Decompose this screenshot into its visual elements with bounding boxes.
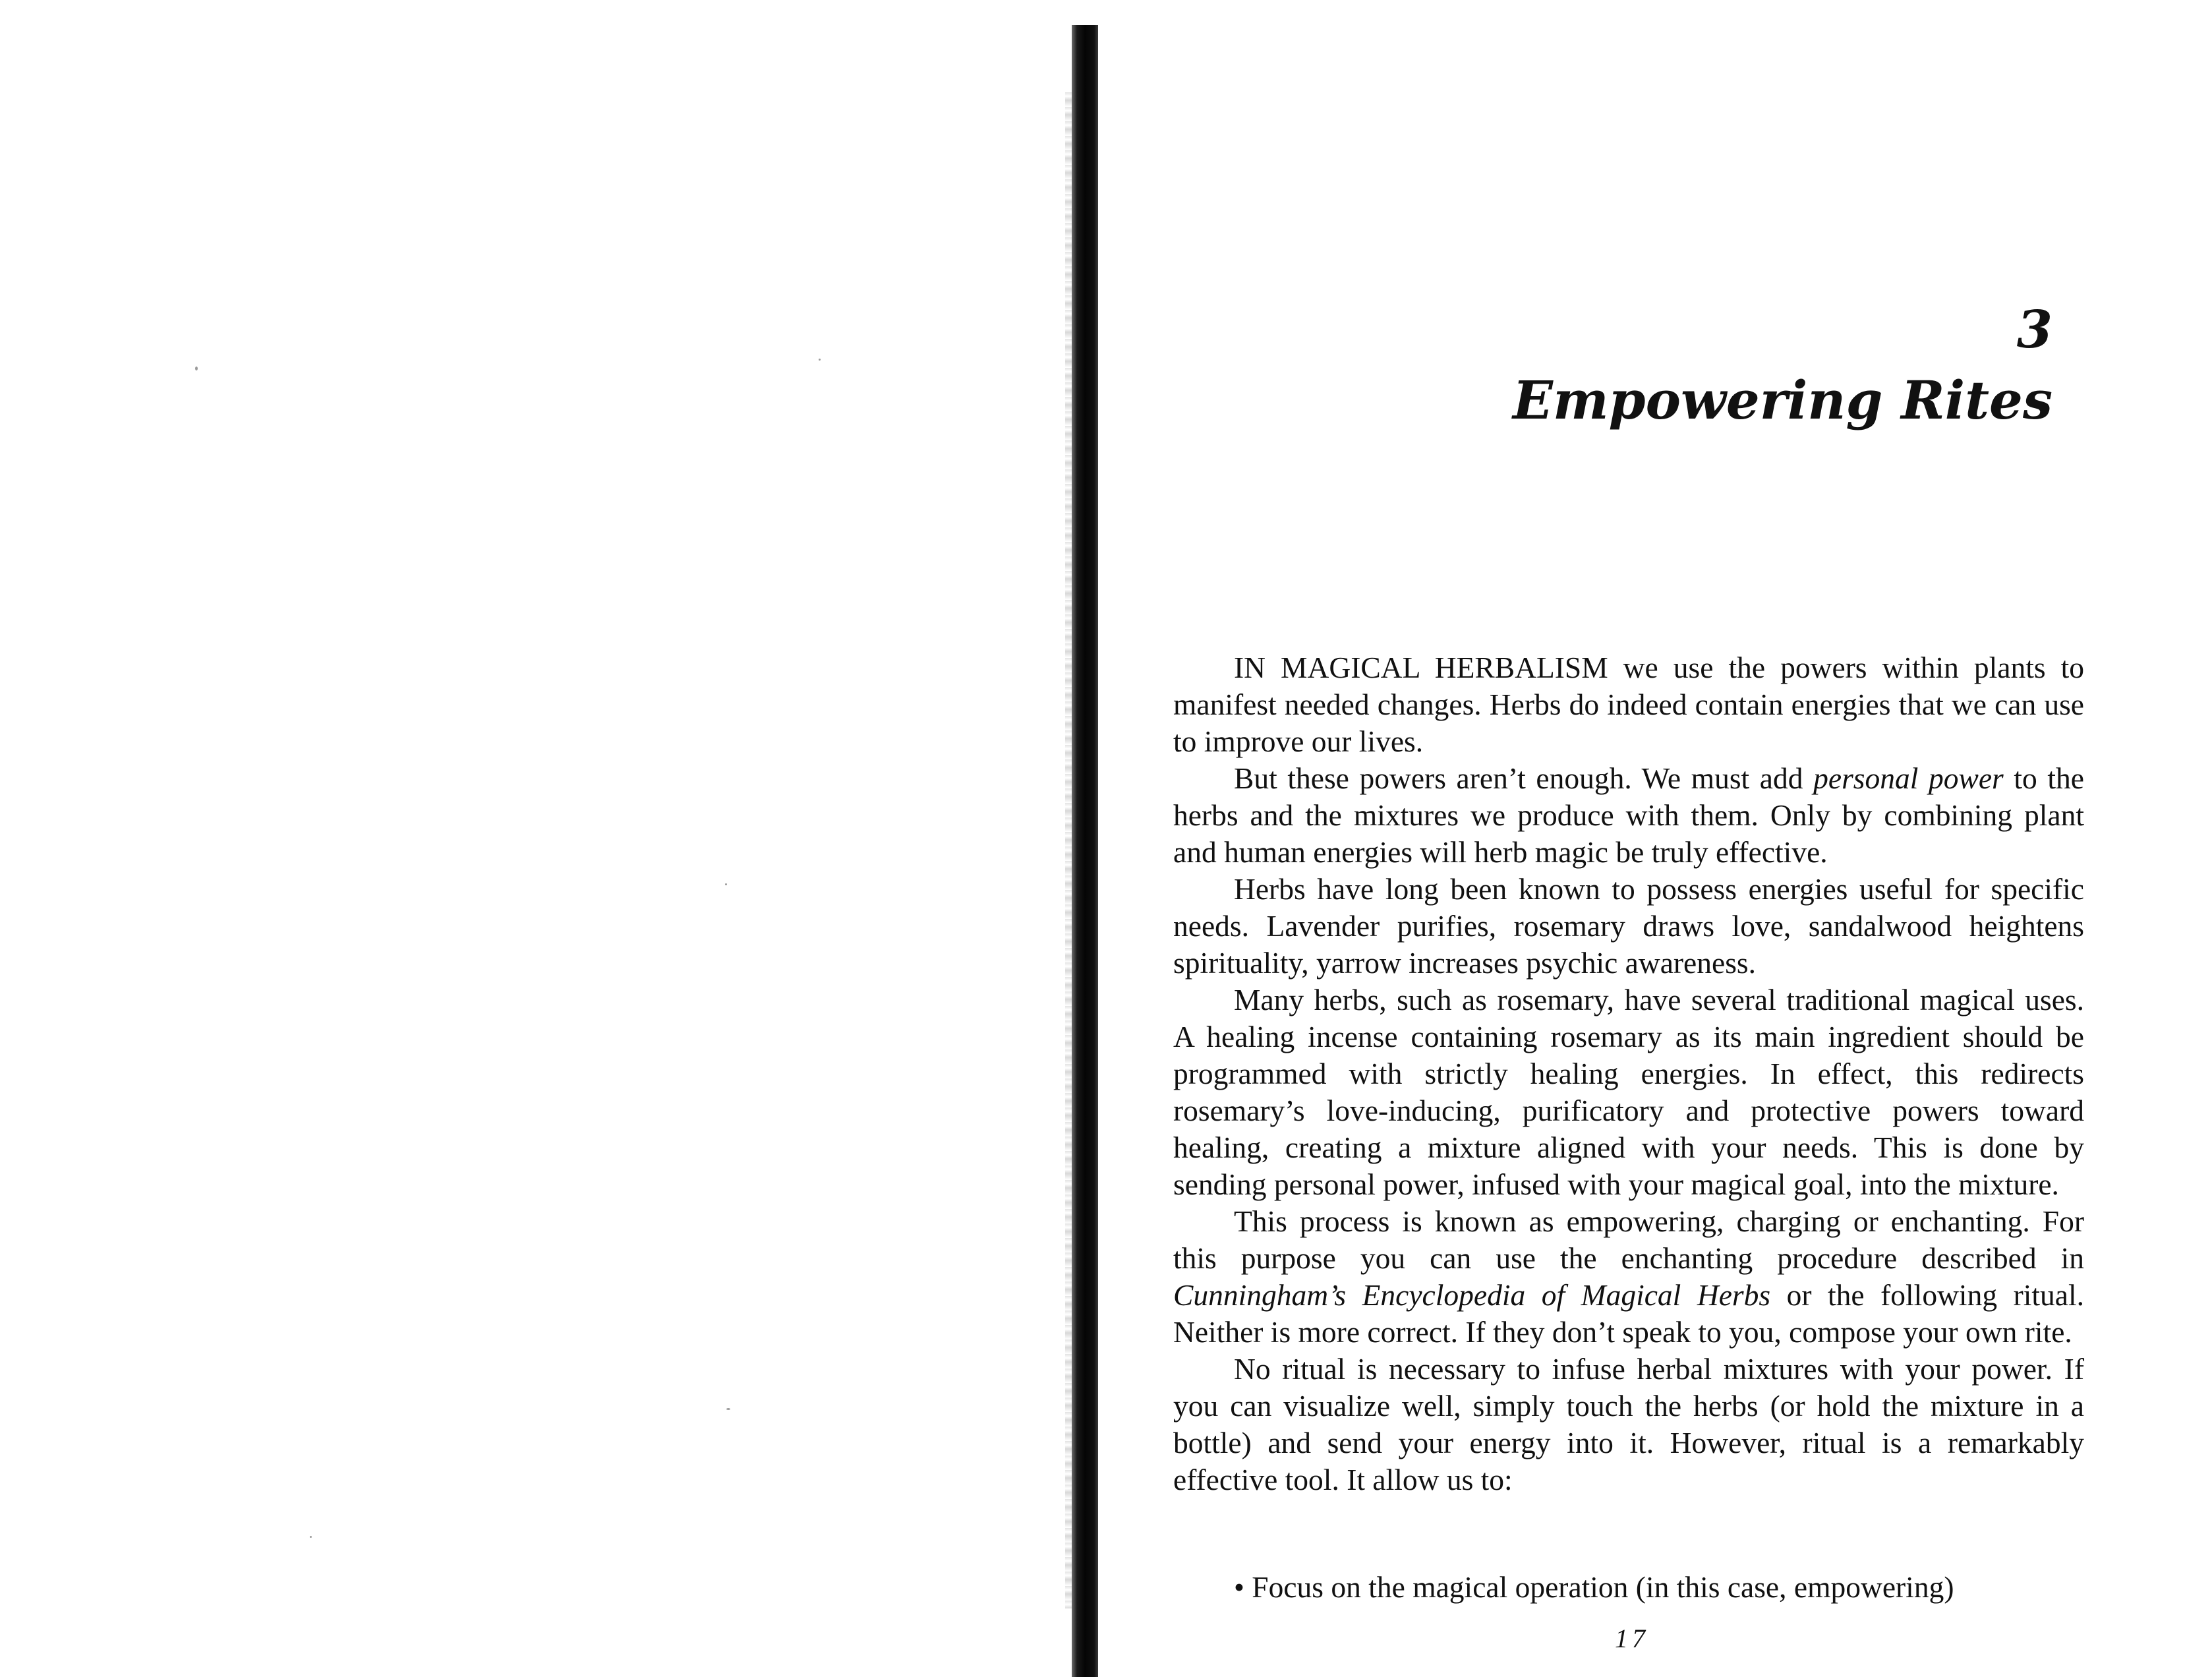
chapter-title: Empowering Rites xyxy=(1513,369,2052,431)
paragraph-1: IN MAGICAL HERBALISM we use the powers within plants to manifest needed changes. Herbs do indeed contain energies that we can use to improve our lives. xyxy=(1173,651,2084,758)
page-edge-shadow xyxy=(1065,92,1072,1608)
paragraph-2-text-b: to the herbs and the mixtures we produce with them. Only by combining plant and human energies will herb magic be truly effective. xyxy=(1173,761,2085,869)
chapter-number: 3 xyxy=(2016,300,2052,360)
paper-speck xyxy=(726,1408,730,1410)
paragraph-2-emphasis: personal power xyxy=(1813,761,2004,795)
paragraph-6: No ritual is necessary to infuse herbal mixtures with your power. If you can visualize well, simply touch the herbs (or hold the mixture in a bottle) and send your energy into it. However, ritual is a remarkably effective tool. It allow us to: xyxy=(1173,1352,2084,1496)
paragraph-5-text-b: or the following ritual. Neither is more correct. If they don’t speak to you, compose your own rite. xyxy=(1173,1278,2084,1349)
paragraph-3: Herbs have long been known to possess energies useful for specific needs. Lavender purifies, rosemary draws love, sandalwood heightens spirituality, yarrow increases psychic awareness. xyxy=(1173,872,2084,980)
paper-speck xyxy=(195,367,198,370)
paragraph-4: Many herbs, such as rosemary, have several traditional magical uses. A healing incense containing rosemary as its main ingredient should be programmed with strictly healing energies. In effect, this redirects rosemary’s love-inducing, purificatory and protective powers toward healing, creating a mixture aligned with your needs. This is done by sending personal power, infused with your magical goal, into the mixture. xyxy=(1173,983,2084,1201)
paragraph-2 xyxy=(1173,760,2084,871)
paragraph-5-text-a: This process is known as empowering, charging or enchanting. For this purpose you can use the enchanting procedure described in xyxy=(1173,1204,2084,1275)
page-number: 17 xyxy=(1615,1624,1649,1653)
chapter-body xyxy=(1173,649,2084,1498)
paragraph-5 xyxy=(1173,1203,2084,1351)
left-page-blank xyxy=(0,0,1068,1677)
paragraph-2-text-a: But these powers aren’t enough. We must add xyxy=(1234,761,1814,795)
book-title-reference: Cunningham’s Encyclopedia of Magical Herbs xyxy=(1173,1278,1771,1312)
book-gutter xyxy=(1072,25,1098,1677)
paper-speck xyxy=(310,1536,312,1538)
paper-speck xyxy=(819,359,821,361)
bullet-item: • Focus on the magical operation (in this case, empowering) xyxy=(1234,1570,1954,1604)
right-page xyxy=(1098,0,2212,1677)
paper-speck xyxy=(725,883,727,885)
